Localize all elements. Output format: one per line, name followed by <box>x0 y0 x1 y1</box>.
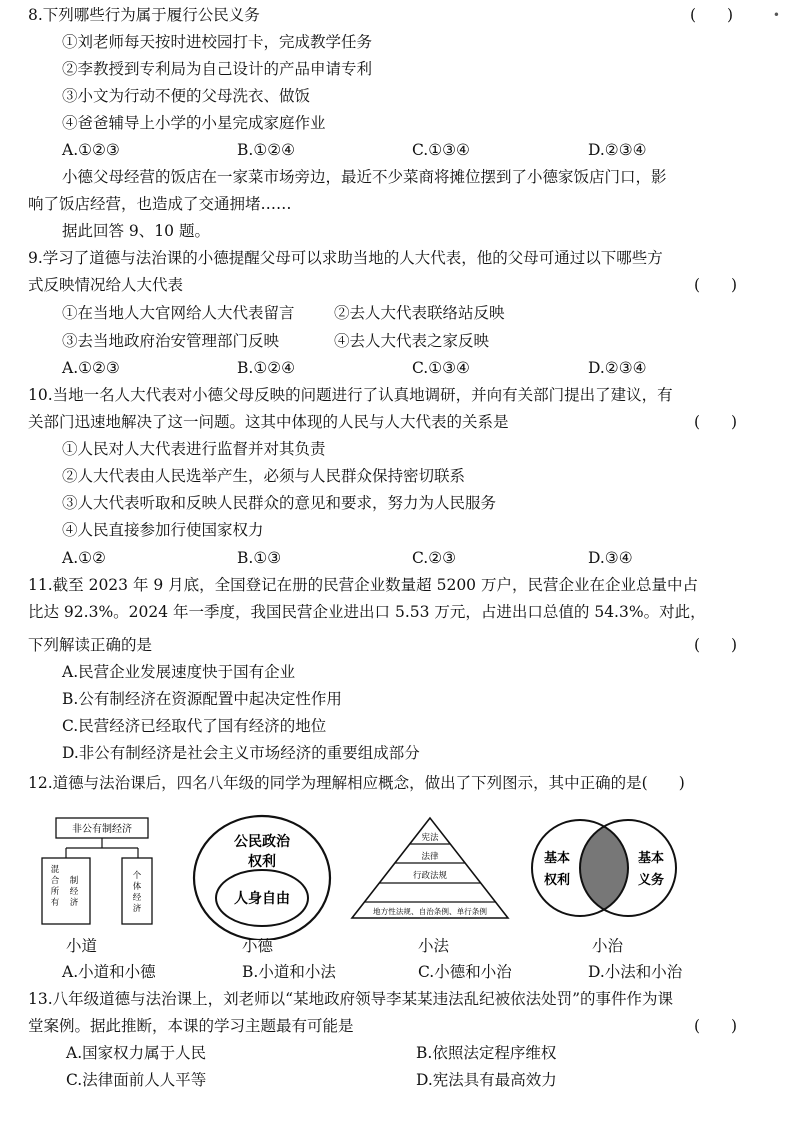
fig3-tier-1: 宪法 <box>421 833 439 843</box>
fig4-left-label-2: 权利 <box>543 873 571 888</box>
q10-option-d: D.③④ <box>588 549 633 567</box>
q11-stem-3-text: 下列解读正确的是 <box>28 636 153 654</box>
fig1-right-char-2: 体 <box>132 882 142 892</box>
q13-option-a: A.国家权力属于人民 <box>66 1044 207 1062</box>
q12-stem: 12.道德与法治课后，四名八年级的同学为理解相应概念，做出了下列图示，其中正确的是( ) <box>28 774 685 792</box>
q9-stem-1: 9.学习了道德与法治课的小德提醒父母可以求助当地的人大代表，他的父母可通过以下哪些方 <box>28 249 663 267</box>
fig1-left-char-6: 经 <box>69 887 79 897</box>
q12-option-a: A.小道和小德 <box>62 963 156 981</box>
q10-option-c: C.②③ <box>412 549 457 567</box>
q11-stem-3 <box>28 632 794 658</box>
q10-stem-1: 10.当地一名人大代表对小德父母反映的问题进行了认真地调研，并向有关部门提出了建议，有 <box>28 386 673 404</box>
fig1-left-char-4: 有 <box>50 898 60 908</box>
q9-option-b: B.①②④ <box>237 359 296 377</box>
q13-option-d: D.宪法具有最高效力 <box>416 1071 557 1089</box>
q11-stem-2: 比达 92.3%。2024 年一季度，我国民营企业进出口 5.53 万元，占进出口总值的 54.3%。对此， <box>28 603 706 621</box>
fig4-left-label-1: 基本 <box>543 851 571 866</box>
q12-caption-3: 小法 <box>418 937 450 955</box>
q8-options <box>0 137 794 163</box>
q10-options <box>0 545 794 571</box>
q9-items-row-2 <box>0 328 794 354</box>
fig3-pyramid-diagram <box>352 818 508 918</box>
q10-answer-paren: ( ) <box>694 413 738 431</box>
q12-captions <box>0 933 794 959</box>
q8-option-a: A.①②③ <box>62 141 120 159</box>
q10-item-1: ①人民对人大代表进行监督并对其负责 <box>62 440 326 458</box>
fig1-left-char-2: 合 <box>50 876 60 886</box>
fig3-tier-3: 行政法规 <box>412 871 448 881</box>
fig4-right-label-1: 基本 <box>637 851 665 866</box>
q10-item-2: ②人大代表由人民选举产生，必须与人民群众保持密切联系 <box>62 467 466 485</box>
q9-item-2: ②去人大代表联络站反映 <box>334 304 505 322</box>
q10-option-b: B.①③ <box>237 549 282 567</box>
fig1-top-label: 非公有制经济 <box>72 824 132 835</box>
q12-option-d: D.小法和小治 <box>588 963 683 981</box>
q8-stem-text: 8.下列哪些行为属于履行公民义务 <box>28 6 260 24</box>
q9-stem-2-text: 式反映情况给人大代表 <box>28 276 184 294</box>
fig3-tier-2: 法律 <box>421 852 439 862</box>
material-line-3: 据此回答 9、10 题。 <box>62 222 210 240</box>
q13-stem-2 <box>28 1013 794 1039</box>
fig1-left-char-7: 济 <box>69 898 79 908</box>
fig1-right-char-1: 个 <box>132 871 142 881</box>
q13-stem-2-text: 堂案例。据此推断，本课的学习主题最有可能是 <box>28 1017 354 1035</box>
q10-item-4: ④人民直接参加行使国家权力 <box>62 521 264 539</box>
fig2-outer-label-2: 权利 <box>248 854 276 870</box>
q11-stem-1: 11.截至 2023 年 9 月底，全国登记在册的民营企业数量超 5200 万户，民营企业在企业总量中占 <box>28 576 698 594</box>
q9-item-4: ④去人大代表之家反映 <box>334 332 490 350</box>
q11-option-a: A.民营企业发展速度快于国有企业 <box>62 663 296 681</box>
q8-option-c: C.①③④ <box>412 141 470 159</box>
q8-item-4: ④爸爸辅导上小学的小星完成家庭作业 <box>62 114 326 132</box>
q9-option-d: D.②③④ <box>588 359 647 377</box>
q11-answer-paren: ( ) <box>694 636 738 654</box>
q13-options-row-1 <box>0 1040 794 1066</box>
q13-option-b: B.依照法定程序维权 <box>416 1044 557 1062</box>
q9-item-1: ①在当地人大官网给人大代表留言 <box>62 304 295 322</box>
q13-stem-1: 13.八年级道德与法治课上，刘老师以“某地政府领导李某某违法乱纪被依法处罚”的事件作为课 <box>28 990 674 1008</box>
q12-option-b: B.小道和小法 <box>242 963 336 981</box>
fig1-left-char-5: 制 <box>69 876 79 886</box>
q9-option-a: A.①②③ <box>62 359 120 377</box>
q10-option-a: A.①② <box>62 549 106 567</box>
q12-caption-1: 小道 <box>66 937 98 955</box>
q8-item-3: ③小文为行动不便的父母洗衣、做饭 <box>62 87 311 105</box>
q8-item-1: ①刘老师每天按时进校园打卡，完成教学任务 <box>62 33 373 51</box>
q9-option-c: C.①③④ <box>412 359 470 377</box>
q13-answer-paren: ( ) <box>694 1017 738 1035</box>
fig4-venn-diagram <box>532 820 676 916</box>
q12-caption-4: 小治 <box>592 937 624 955</box>
q10-item-3: ③人大代表听取和反映人民群众的意见和要求，努力为人民服务 <box>62 494 497 512</box>
fig1-right-char-3: 经 <box>132 893 142 903</box>
q12-options <box>0 959 794 985</box>
q10-stem-2 <box>28 409 794 435</box>
q11-option-d: D.非公有制经济是社会主义市场经济的重要组成部分 <box>62 744 420 762</box>
fig2-outer-label-1: 公民政治 <box>234 834 290 850</box>
q9-answer-paren: ( ) <box>694 276 738 294</box>
q12-caption-2: 小德 <box>242 937 274 955</box>
q12-option-c: C.小德和小治 <box>418 963 512 981</box>
fig2-inner-label: 人身自由 <box>234 891 290 907</box>
q9-item-3: ③去当地政府治安管理部门反映 <box>62 332 280 350</box>
q9-stem-2 <box>28 272 794 298</box>
fig3-tier-4: 地方性法规、自治条例、单行条例 <box>373 907 487 916</box>
material-line-1: 小德父母经营的饭店在一家菜市场旁边，最近不少菜商将摊位摆到了小德家饭店门口，影 <box>62 168 667 186</box>
fig1-left-char-1: 混 <box>50 865 60 875</box>
q8-option-b: B.①②④ <box>237 141 296 159</box>
fig1-left-char-3: 所 <box>50 887 60 897</box>
fig4-right-label-2: 义务 <box>637 873 665 888</box>
q9-items-row-1 <box>0 300 794 326</box>
q13-options-row-2 <box>0 1067 794 1093</box>
q12-figures <box>0 800 794 940</box>
material-line-2: 响了饭店经营，也造成了交通拥堵…… <box>28 195 292 213</box>
fig1-right-char-4: 济 <box>132 904 142 914</box>
fig1-tree-diagram <box>42 818 152 924</box>
q8-option-d: D.②③④ <box>588 141 647 159</box>
fig1-left-box <box>42 858 90 924</box>
stray-mark: • <box>772 8 780 22</box>
q10-stem-2-text: 关部门迅速地解决了这一问题。这其中体现的人民与人大代表的关系是 <box>28 413 509 431</box>
q11-option-c: C.民营经济已经取代了国有经济的地位 <box>62 717 327 735</box>
q11-option-b: B.公有制经济在资源配置中起决定性作用 <box>62 690 342 708</box>
q13-option-c: C.法律面前人人平等 <box>66 1071 207 1089</box>
q8-item-2: ②李教授到专利局为自己设计的产品申请专利 <box>62 60 373 78</box>
q8-answer-paren: ( ) <box>690 6 734 24</box>
fig2-nested-diagram <box>194 816 330 940</box>
q8-stem <box>28 2 794 28</box>
q9-options <box>0 355 794 381</box>
